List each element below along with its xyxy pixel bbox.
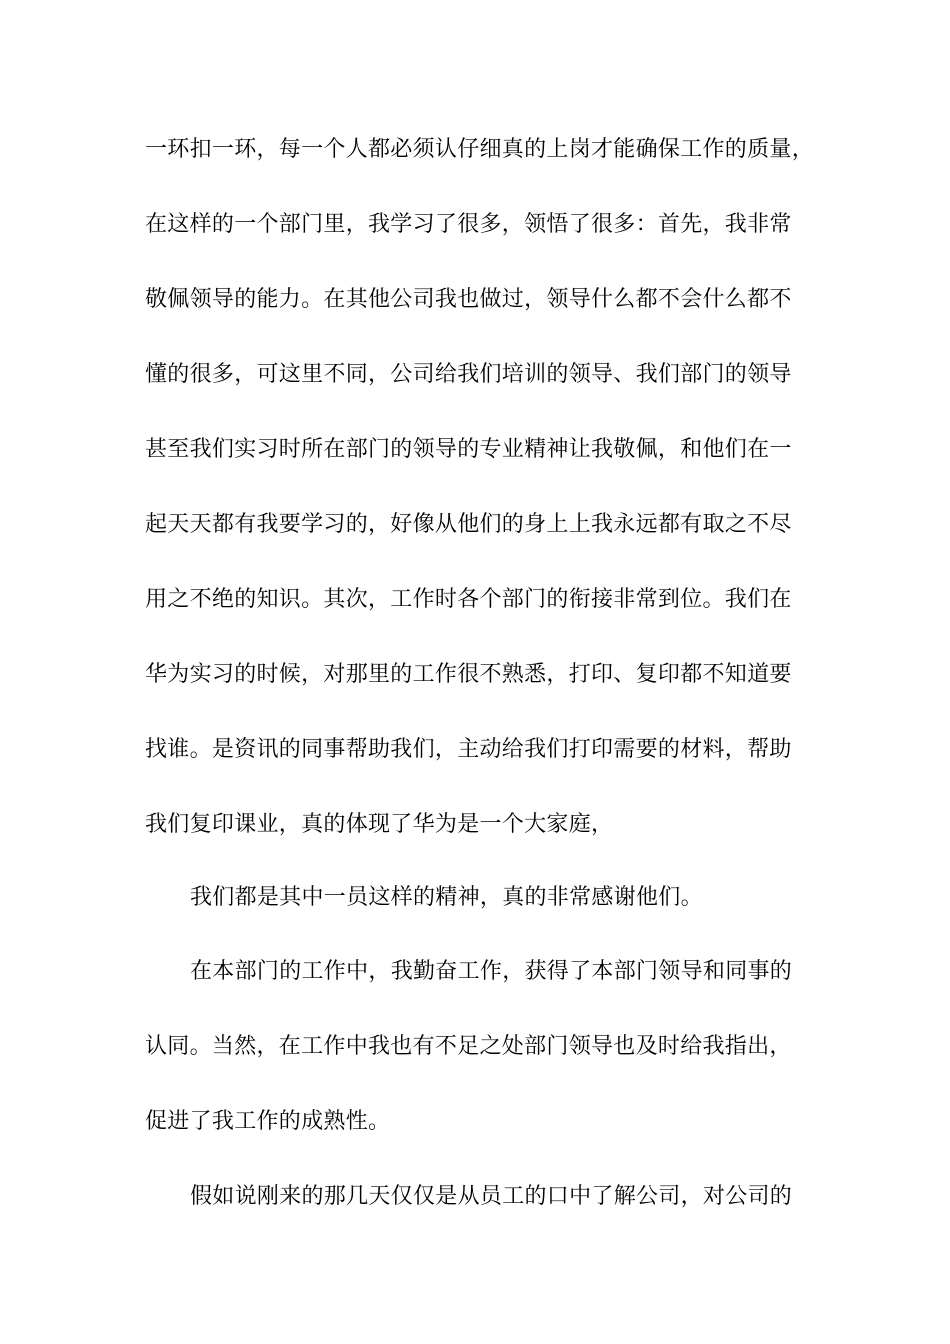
text-line: 一环扣一环，每一个人都必须认仔细真的上岗才能确保工作的质量， <box>145 137 815 162</box>
text-line: 促进了我工作的成熟性。 <box>145 1109 391 1134</box>
text-line: 在这样的一个部门里，我学习了很多，领悟了很多：首先，我非常 <box>145 212 792 237</box>
paragraph-first-line: 假如说刚来的那几天仅仅是从员工的口中了解公司，对公司的 <box>190 1184 793 1209</box>
text-line: 认同。当然，在工作中我也有不足之处部门领导也及时给我指出， <box>145 1034 792 1059</box>
paragraph-first-line: 在本部门的工作中，我勤奋工作，获得了本部门领导和同事的 <box>190 959 793 984</box>
text-line: 华为实习的时候，对那里的工作很不熟悉，打印、复印都不知道要 <box>145 662 792 687</box>
text-line: 我们复印课业，真的体现了华为是一个大家庭， <box>145 812 614 837</box>
text-line: 敬佩领导的能力。在其他公司我也做过，领导什么都不会什么都不 <box>145 287 792 312</box>
text-line: 懂的很多，可这里不同，公司给我们培训的领导、我们部门的领导 <box>145 362 792 387</box>
text-line: 起天天都有我要学习的，好像从他们的身上上我永远都有取之不尽 <box>145 512 792 537</box>
text-line: 甚至我们实习时所在部门的领导的专业精神让我敬佩，和他们在一 <box>145 437 792 462</box>
text-line: 用之不绝的知识。其次，工作时各个部门的衔接非常到位。我们在 <box>145 587 792 612</box>
text-line: 找谁。是资讯的同事帮助我们，主动给我们打印需要的材料，帮助 <box>145 737 792 762</box>
paragraph-first-line: 我们都是其中一员这样的精神，真的非常感谢他们。 <box>190 885 703 910</box>
